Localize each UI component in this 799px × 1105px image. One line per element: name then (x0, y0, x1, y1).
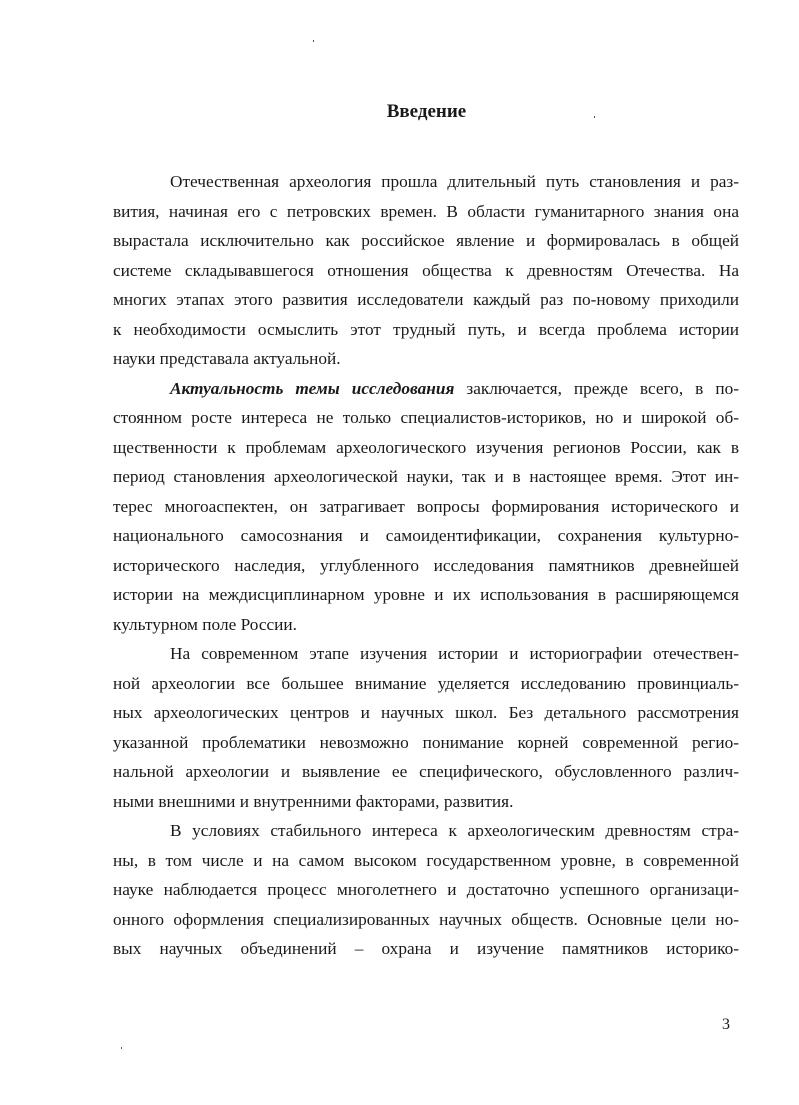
text-line: стоянном росте интереса не только специалистов-историков, но и широкой об- (113, 408, 739, 427)
text-line: Отечественная археология прошла длительный путь становления и раз- (170, 172, 739, 191)
text-line: ных археологических центров и научных школ. Без детального рассмотрения (113, 703, 739, 722)
emphasis-phrase: Актуальность темы исследования (170, 378, 455, 398)
text-line: науки представала актуальной. (113, 349, 341, 368)
text-line: ными внешними и внутренними факторами, развития. (113, 791, 514, 811)
text-line: ны, в том числе и на самом высоком государственном уровне, в современной (113, 850, 739, 870)
scan-speck (313, 40, 314, 42)
text-line: ной археологии все большее внимание уделяется исследованию провинциаль- (113, 673, 739, 693)
text-line: системе складывавшегося отношения общества к древностям Отечества. На (113, 260, 739, 280)
text-line: науке наблюдается процесс многолетнего и достаточно успешного организаци- (113, 880, 739, 899)
text-line (113, 374, 739, 404)
text-line: вития, начиная его с петровских времен. В области гуманитарного знания она (113, 201, 739, 221)
text-line: терес многоаспектен, он затрагивает вопросы формирования исторического и (113, 496, 739, 516)
text-line: нальной археологии и выявление ее специфического, обусловленного различ- (113, 762, 739, 781)
text-line: указанной проблематики невозможно понимание корней современной регио- (113, 732, 739, 752)
body-text (113, 167, 739, 964)
page-title: Введение (386, 101, 467, 122)
text-line: период становления археологической науки, так и в настоящее время. Этот ин- (113, 467, 739, 486)
text-line: онного оформления специализированных научных обществ. Основные цели но- (113, 909, 739, 929)
text-fragment: заключается, прежде всего, в по- (466, 378, 739, 398)
scan-speck (594, 116, 595, 118)
text-line: В условиях стабильного интереса к археологическим древностям стра- (170, 821, 739, 840)
page-number: 3 (722, 1016, 730, 1033)
text-line: культурном поле России. (113, 614, 297, 634)
text-line: щественности к проблемам археологического изучения регионов России, как в (113, 437, 739, 457)
text-line: На современном этапе изучения истории и историографии отечествен- (170, 644, 739, 663)
text-line: многих этапах этого развития исследователи каждый раз по-новому приходили (113, 290, 739, 309)
text-line: вых научных объединений – охрана и изучение памятников историко- (113, 939, 739, 958)
text-line: истории на междисциплинарном уровне и их использования в расширяющемся (113, 585, 739, 604)
text-line: вырастала исключительно как российское явление и формировалась в общей (113, 231, 739, 250)
text-line: к необходимости осмыслить этот трудный путь, и всегда проблема истории (113, 319, 739, 339)
scan-speck (121, 1047, 122, 1049)
text-line: исторического наследия, углубленного исследования памятников древнейшей (113, 555, 739, 575)
text-line: национального самосознания и самоидентификации, сохранения культурно- (113, 526, 739, 545)
